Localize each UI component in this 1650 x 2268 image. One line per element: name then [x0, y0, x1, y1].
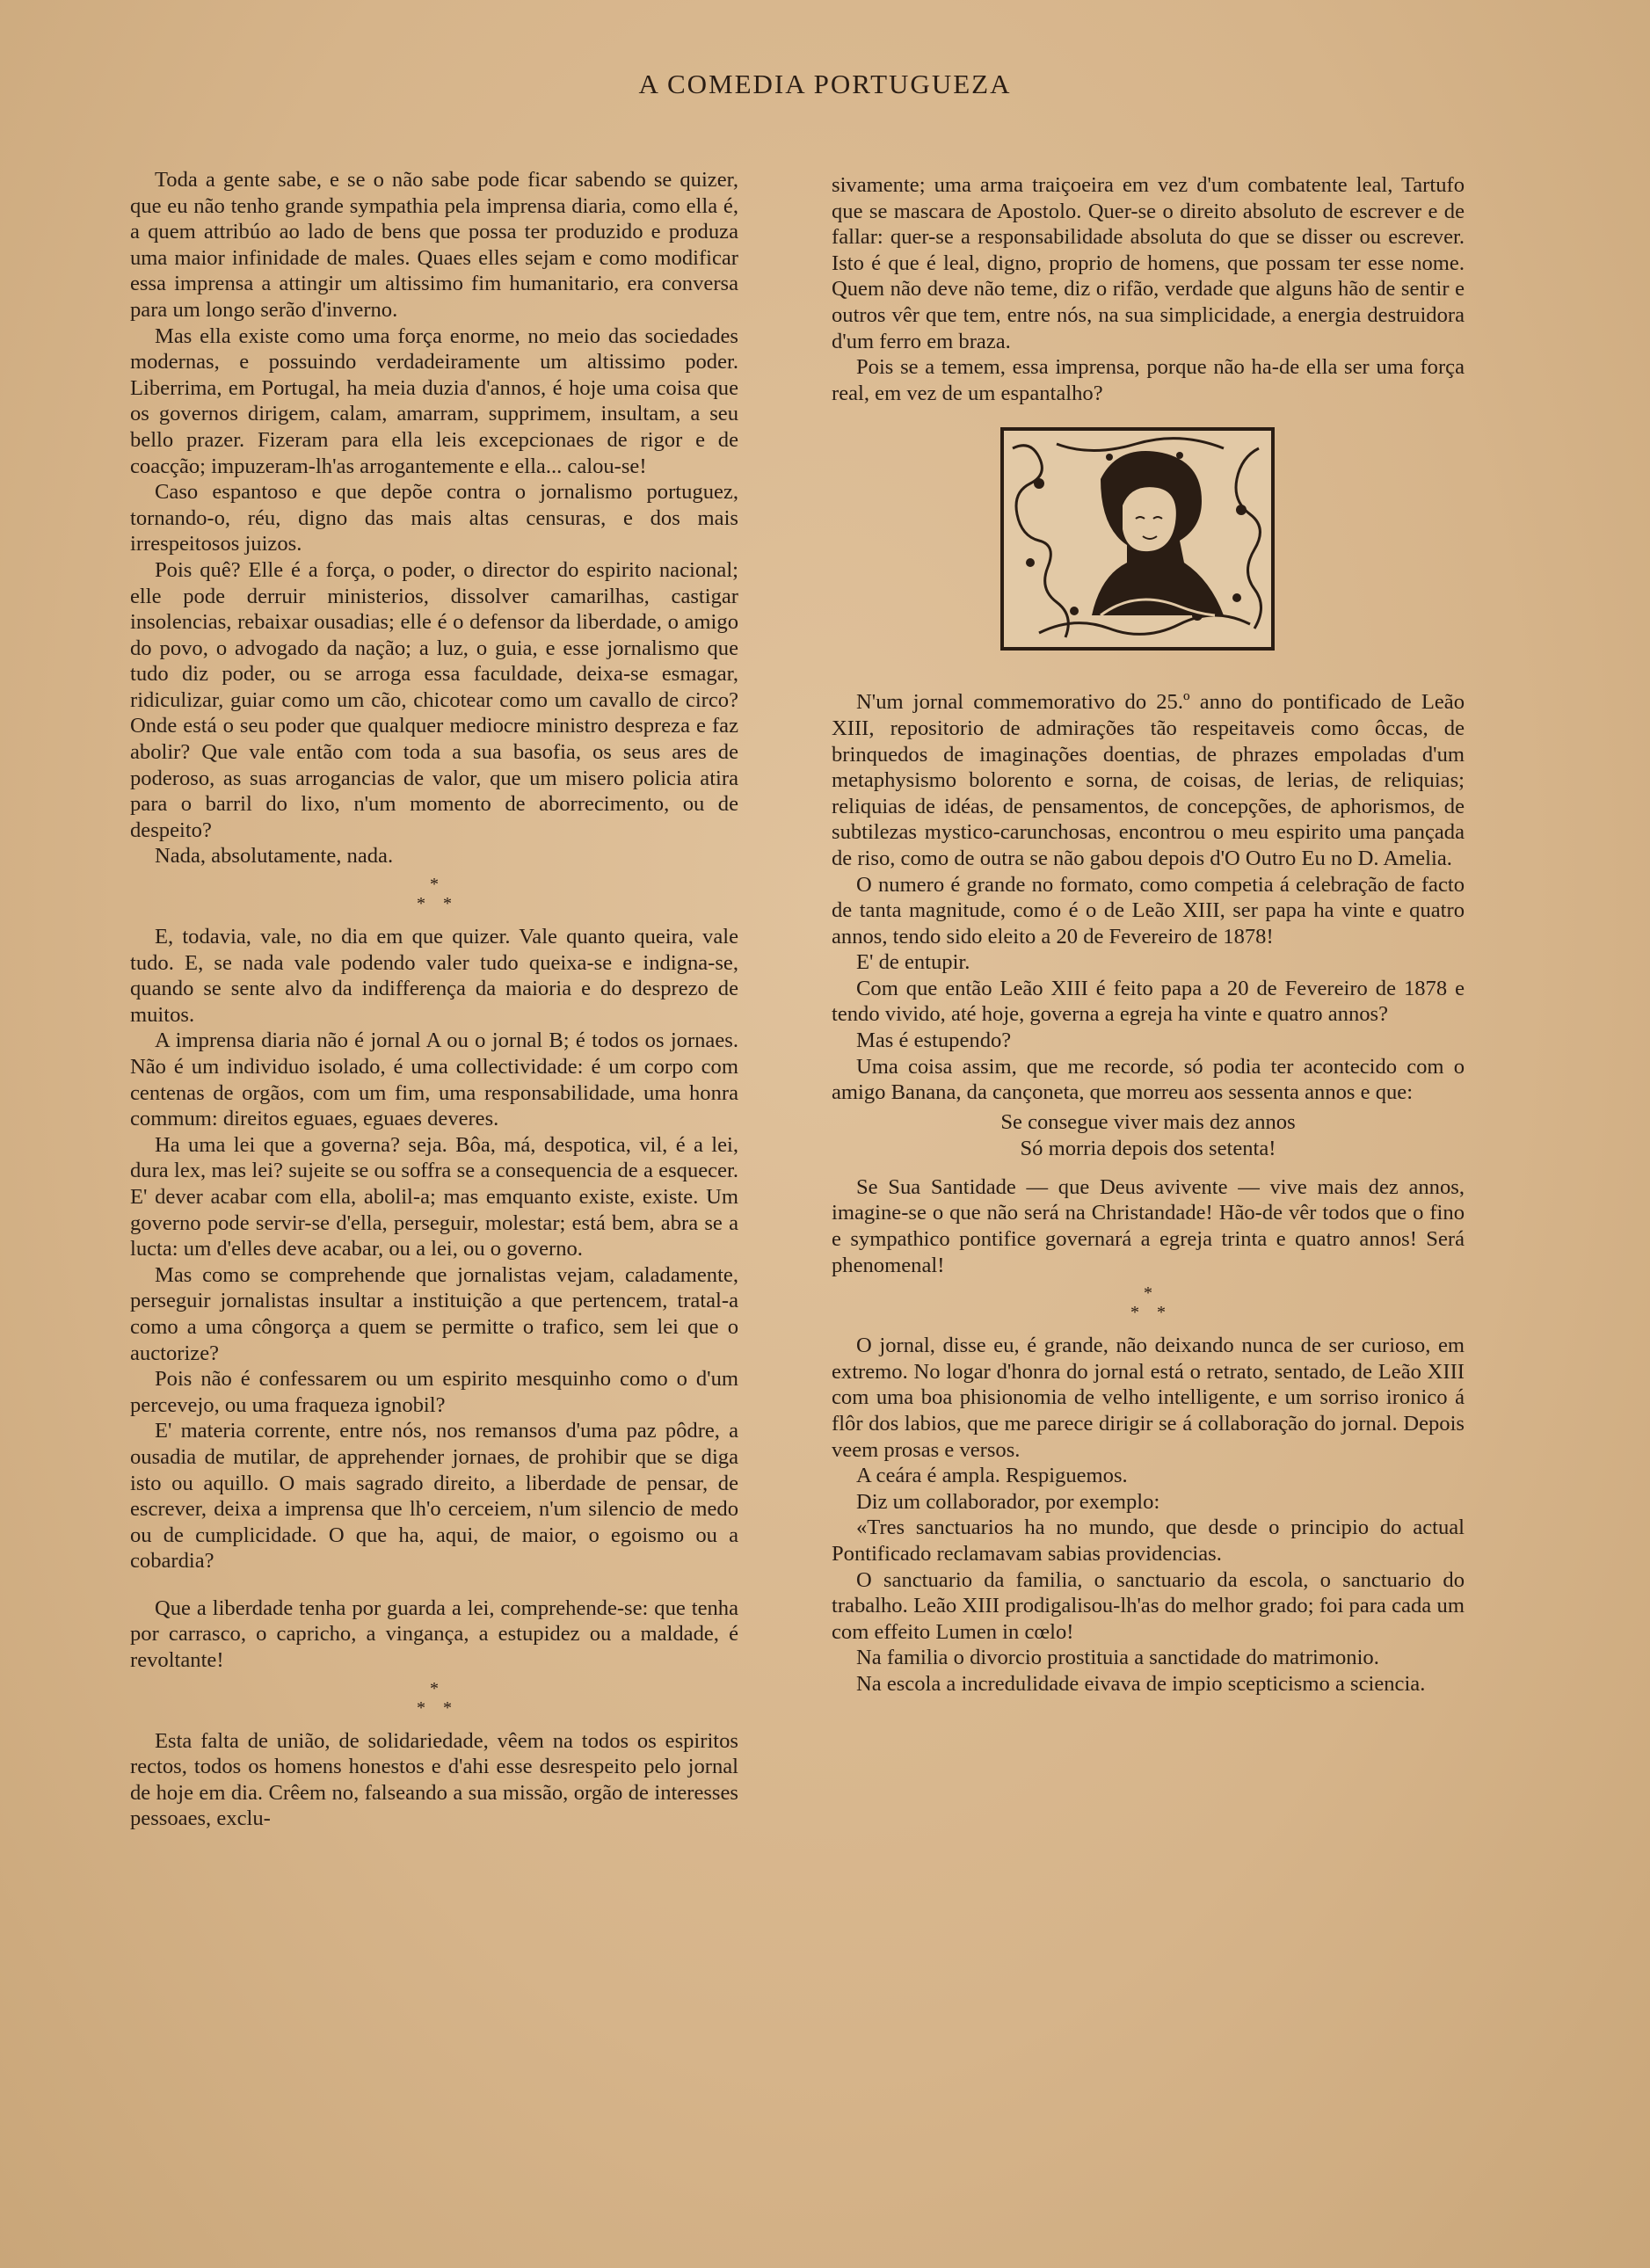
paragraph: Na escola a incredulidade eivava de impio scepticismo a sciencia. [856, 1671, 1426, 1696]
paragraph: Diz um collaborador, por exemplo: [856, 1489, 1160, 1514]
paragraph: Ha uma lei que a governa? seja. Bôa, má, despotica, vil, é a lei, dura lex, mas lei? sujeite se ou soffra se a consequencia de a esquecer. E' dever acabar com ella, abolil-a; mas emquanto existe, existe. Um governo pode servir-se d'ella, perseguir, molestar; está bem, abra se a lucta: um d'elles deve acabar, ou a lei, ou o governo. [130, 1132, 738, 1261]
paragraph: «Tres sanctuarios ha no mundo, que desde o principio do actual Pontificado reclamavam sabias providencias. [832, 1516, 1465, 1566]
paragraph: Mas como se comprehende que jornalistas vejam, caladamente, perseguir jornalistas insultar a instituição a que pertencem, tratal-a como a uma côngorça a quem se permitte o trafico, sem lei que o auctorize? [130, 1262, 738, 1365]
paragraph: Esta falta de união, de solidariedade, vêem na todos os espiritos rectos, todos os homens honestos e d'ahi esse desrespeito pelo jornal de hoje em dia. Crêem no, falseando a sua missão, orgão de interesses pessoaes, exclu- [130, 1728, 738, 1831]
verse-quote [832, 1109, 1465, 1162]
paragraph: Caso espantoso e que depõe contra o jornalismo portuguez, tornando-o, réu, digno das mais altas censuras, e dos mais irrespeitosos juizos. [130, 480, 738, 556]
paragraph: Pois quê? Elle é a força, o poder, o director do espirito nacional; elle pode derruir ministerios, dissolver camarilhas, castigar insolencias, rebaixar ousadias; elle é o defensor da liberdade, o amigo do povo, o advogado da nação; a luz, o guia, e esse jornalismo que tudo diz poder, ou se arroga essa faculdade, deixa-se esmagar, ridiculizar, guiar como um cão, chicotear como um cavallo de circo? Onde está o seu poder que qualquer mediocre ministro despreza e faz abolir? Que vale então com toda a sua basofia, os seus ares de poderoso, as suas arrogancias de valor, que um misero policia atira para o barril do lixo, n'um momento de aborrecimento, ou de despeito? [130, 557, 738, 842]
verse-line: Se consegue viver mais dez annos [1000, 1109, 1296, 1134]
paragraph: E' de entupir. [856, 950, 970, 975]
separator-star: * [430, 1678, 439, 1698]
paragraph: Na familia o divorcio prostituia a sanctidade do matrimonio. [856, 1646, 1379, 1670]
paragraph: O numero é grande no formato, como competia á celebração de facto de tanta magnitude, como é o de Leão XIII, ser papa ha vinte e quatro annos, tendo sido eleito a 20 de Fevereiro de 1878! [832, 872, 1465, 949]
page-header: A COMEDIA PORTUGUEZA [638, 69, 1012, 99]
paragraph: Nada, absolutamente, nada. [155, 844, 394, 869]
paragraph: Mas ella existe como uma força enorme, no meio das sociedades modernas, e possuindo verdadeiramente um altissimo poder. Liberrima, em Portugal, ha meia duzia d'annos, é hoje uma coisa que os governos dirigem, calam, amarram, supprimem, insultam, a seu bello prazer. Fizeram para ella leis excepcionaes de rigor e de coacção; impuzeram-lh'as arrogantemente e ella... calou-se! [130, 323, 738, 478]
vignette-illustration [1000, 427, 1275, 651]
paragraph: sivamente; uma arma traiçoeira em vez d'um combatente leal, Tartufo que se mascara de Apostolo. Quer-se o direito absoluto de escrever e de fallar: quer-se a responsabilidade absoluta do que se disser ou escrever. Isto é que é leal, digno, proprio de homens, que possam ter esse nome. Quem não deve não teme, diz o rifão, verdade que alguns hão de sentir e outros vêr que tem, entre nós, na sua simplicidade, a energia destruidora d'um ferro em braza. [832, 173, 1465, 353]
paragraph: A ceára é ampla. Respiguemos. [856, 1464, 1128, 1488]
paragraph: A imprensa diaria não é jornal A ou o jornal B; é todos os jornaes. Não é um individuo isolado, é uma collectividade: é um corpo com centenas de orgãos, com um fim, uma responsabilidade, uma honra commum: direitos eguaes, eguaes deveres. [130, 1029, 738, 1131]
separator-star: * [1144, 1283, 1152, 1304]
section-separator [130, 1679, 738, 1718]
separator-stars: * * [417, 894, 452, 914]
portrait-vignette-icon [1004, 431, 1271, 647]
verse-line: Só morria depois dos setenta! [1020, 1136, 1276, 1160]
section-separator [130, 875, 738, 913]
paragraph: Mas é estupendo? [856, 1029, 1012, 1053]
paragraph: Pois não é confessarem ou um espirito mesquinho como o d'um percevejo, ou uma fraqueza ignobil? [130, 1367, 738, 1417]
paragraph: E, todavia, vale, no dia em que quizer. Vale quanto queira, vale tudo. E, se nada vale podendo valer tudo queixa-se e indigna-se, quando se sente alvo da indifferença da maioria e do desprezo de muitos. [130, 925, 738, 1027]
paragraph: E' materia corrente, entre nós, nos remansos d'uma paz pôdre, a ousadia de mutilar, de apprehender jornaes, de prohibir que se diga isto ou aquillo. O mais sagrado direito, a liberdade de pensar, de escrever, deixa a imprensa que lh'o cerceiem, n'um silencio de medo ou de cumplicidade. O que ha, aqui, de maior, o egoismo ou a cobardia? [130, 1419, 738, 1574]
paragraph: O jornal, disse eu, é grande, não deixando nunca de ser curioso, em extremo. No logar d'honra do jornal está o retrato, sentado, de Leão XIII com uma boa phisionomia de velho intelligente, e um sorriso ironico á flôr dos labios, que me parece dirigir se á collaboração do jornal. Depois veem prosas e versos. [832, 1334, 1465, 1462]
right-column [832, 172, 1465, 1697]
separator-star: * [430, 875, 439, 895]
section-separator [832, 1283, 1465, 1322]
paragraph: O sanctuario da familia, o sanctuario da escola, o sanctuario do trabalho. Leão XIII prodigalisou-lh'as do melhor grado; foi para cada um com effeito Lumen in cœlo! [832, 1567, 1465, 1644]
paragraph: Se Sua Santidade — que Deus avivente — vive mais dez annos, imagine-se o que não será na Christandade! Hão-de vêr todos que o fino e sympathico pontifice governará a egreja trinta e quatro annos! Será phenomenal! [832, 1174, 1465, 1277]
paragraph: N'um jornal commemorativo do 25.º anno do pontificado de Leão XIII, repositorio de admirações tão respeitaveis como ôccas, de brinquedos de imaginações doentias, de phrazes empoladas d'um metaphysismo bolorento e sorna, de coisas, de lerias, de reliquias; reliquias de idéas, de pensamentos, de concepções, de aphorismos, de subtilezas mystico-carunchosas, encontrou o meu espirito uma pançada de riso, como de outra se não gabou depois d'O Outro Eu no D. Amelia. [832, 690, 1465, 870]
paragraph: Que a liberdade tenha por guarda a lei, comprehende-se: que tenha por carrasco, o capricho, a vingança, a estupidez ou a maldade, é revoltante! [130, 1596, 738, 1673]
paragraph: Uma coisa assim, que me recorde, só podia ter acontecido com o amigo Banana, da cançoneta, que morreu aos sessenta annos e que: [832, 1054, 1465, 1105]
paragraph: Toda a gente sabe, e se o não sabe pode ficar sabendo se quizer, que eu não tenho grande sympathia pela imprensa diaria, como ella é, a quem attribúo ao lado de bens que possa ter produzido e produza uma maior infinidade de males. Quaes elles sejam e como modificar essa imprensa a attingir um altissimo fim humanitario, era conversa para um longo serão d'inverno. [130, 168, 738, 322]
left-column [130, 167, 738, 1832]
paragraph: Pois se a temem, essa imprensa, porque não ha-de ella ser uma força real, em vez de um espantalho? [832, 355, 1465, 405]
separator-stars: * * [1130, 1303, 1166, 1323]
separator-stars: * * [417, 1697, 452, 1718]
paragraph: Com que então Leão XIII é feito papa a 20 de Fevereiro de 1878 e tendo vivido, até hoje, governa a egreja ha vinte e quatro annos? [832, 976, 1465, 1027]
